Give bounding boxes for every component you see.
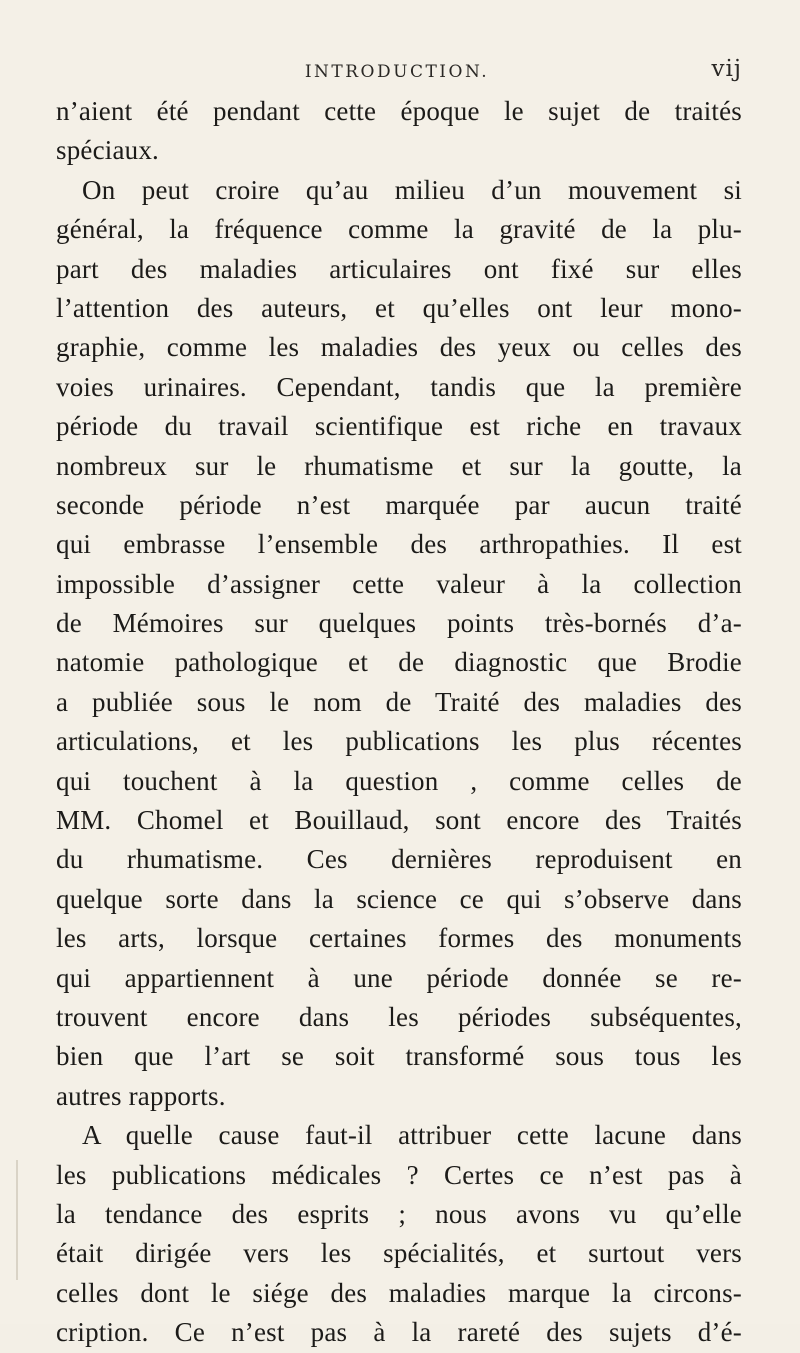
text-line: général, la fréquence comme la gravité de la plu- [56, 214, 742, 245]
text-line: période du travail scientifique est riche en travaux [56, 411, 742, 442]
text-line: n’aient été pendant cette époque le sujet de traités [56, 96, 742, 126]
text-line: On peut croire qu’au milieu d’un mouvement si [82, 174, 742, 205]
text-line: voies urinaires. Cependant, tandis que la première [56, 371, 742, 402]
text-line: de Mémoires sur quelques points très-bornés d’a- [56, 608, 742, 639]
text-line: graphie, comme les maladies des yeux ou celles des [56, 332, 742, 363]
text-line: a publiée sous le nom de Traité des maladies des [56, 686, 742, 717]
text-line: trouvent encore dans les périodes subséquentes, [56, 1001, 742, 1032]
running-title: INTRODUCTION. [304, 62, 490, 82]
page-number: vij [711, 56, 742, 82]
text-line: cription. Ce n’est pas à la rareté des sujets d’é- [56, 1317, 742, 1348]
text-line: articulations, et les publications les plus récentes [56, 726, 742, 757]
page-edge-shadow [16, 1160, 18, 1280]
body-text [56, 92, 742, 1353]
text-line: était dirigée vers les spécialités, et surtout vers [56, 1238, 742, 1269]
text-line: nombreux sur le rhumatisme et sur la goutte, la [56, 450, 742, 481]
text-line: natomie pathologique et de diagnostic que Brodie [56, 647, 742, 678]
text-line: qui appartiennent à une période donnée se re- [56, 962, 742, 993]
text-line: bien que l’art se soit transformé sous tous les [56, 1041, 742, 1072]
running-head [52, 56, 742, 90]
text-line: qui embrasse l’ensemble des arthropathies. Il est [56, 529, 742, 560]
text-line: seconde période n’est marquée par aucun traité [56, 489, 742, 520]
text-line: part des maladies articulaires ont fixé sur elles [56, 253, 742, 284]
text-line: la tendance des esprits ; nous avons vu qu’elle [56, 1198, 742, 1229]
text-line: du rhumatisme. Ces dernières reproduisent en [56, 844, 742, 875]
text-line: celles dont le siége des maladies marque la circons- [56, 1277, 742, 1308]
text-line: les publications médicales ? Certes ce n’est pas à [56, 1159, 742, 1190]
text-line: qui touchent à la question , comme celles de [56, 765, 742, 796]
text-line: quelque sorte dans la science ce qui s’observe dans [56, 883, 742, 914]
text-line: autres rapports. [56, 1080, 226, 1111]
text-line: impossible d’assigner cette valeur à la collection [56, 568, 742, 599]
text-line: les arts, lorsque certaines formes des monuments [56, 923, 742, 954]
text-line: A quelle cause faut-il attribuer cette lacune dans [82, 1120, 742, 1151]
text-line: spéciaux. [56, 135, 160, 166]
text-line: MM. Chomel et Bouillaud, sont encore des Traités [56, 805, 742, 836]
text-line: l’attention des auteurs, et qu’elles ont leur mono- [56, 292, 742, 323]
